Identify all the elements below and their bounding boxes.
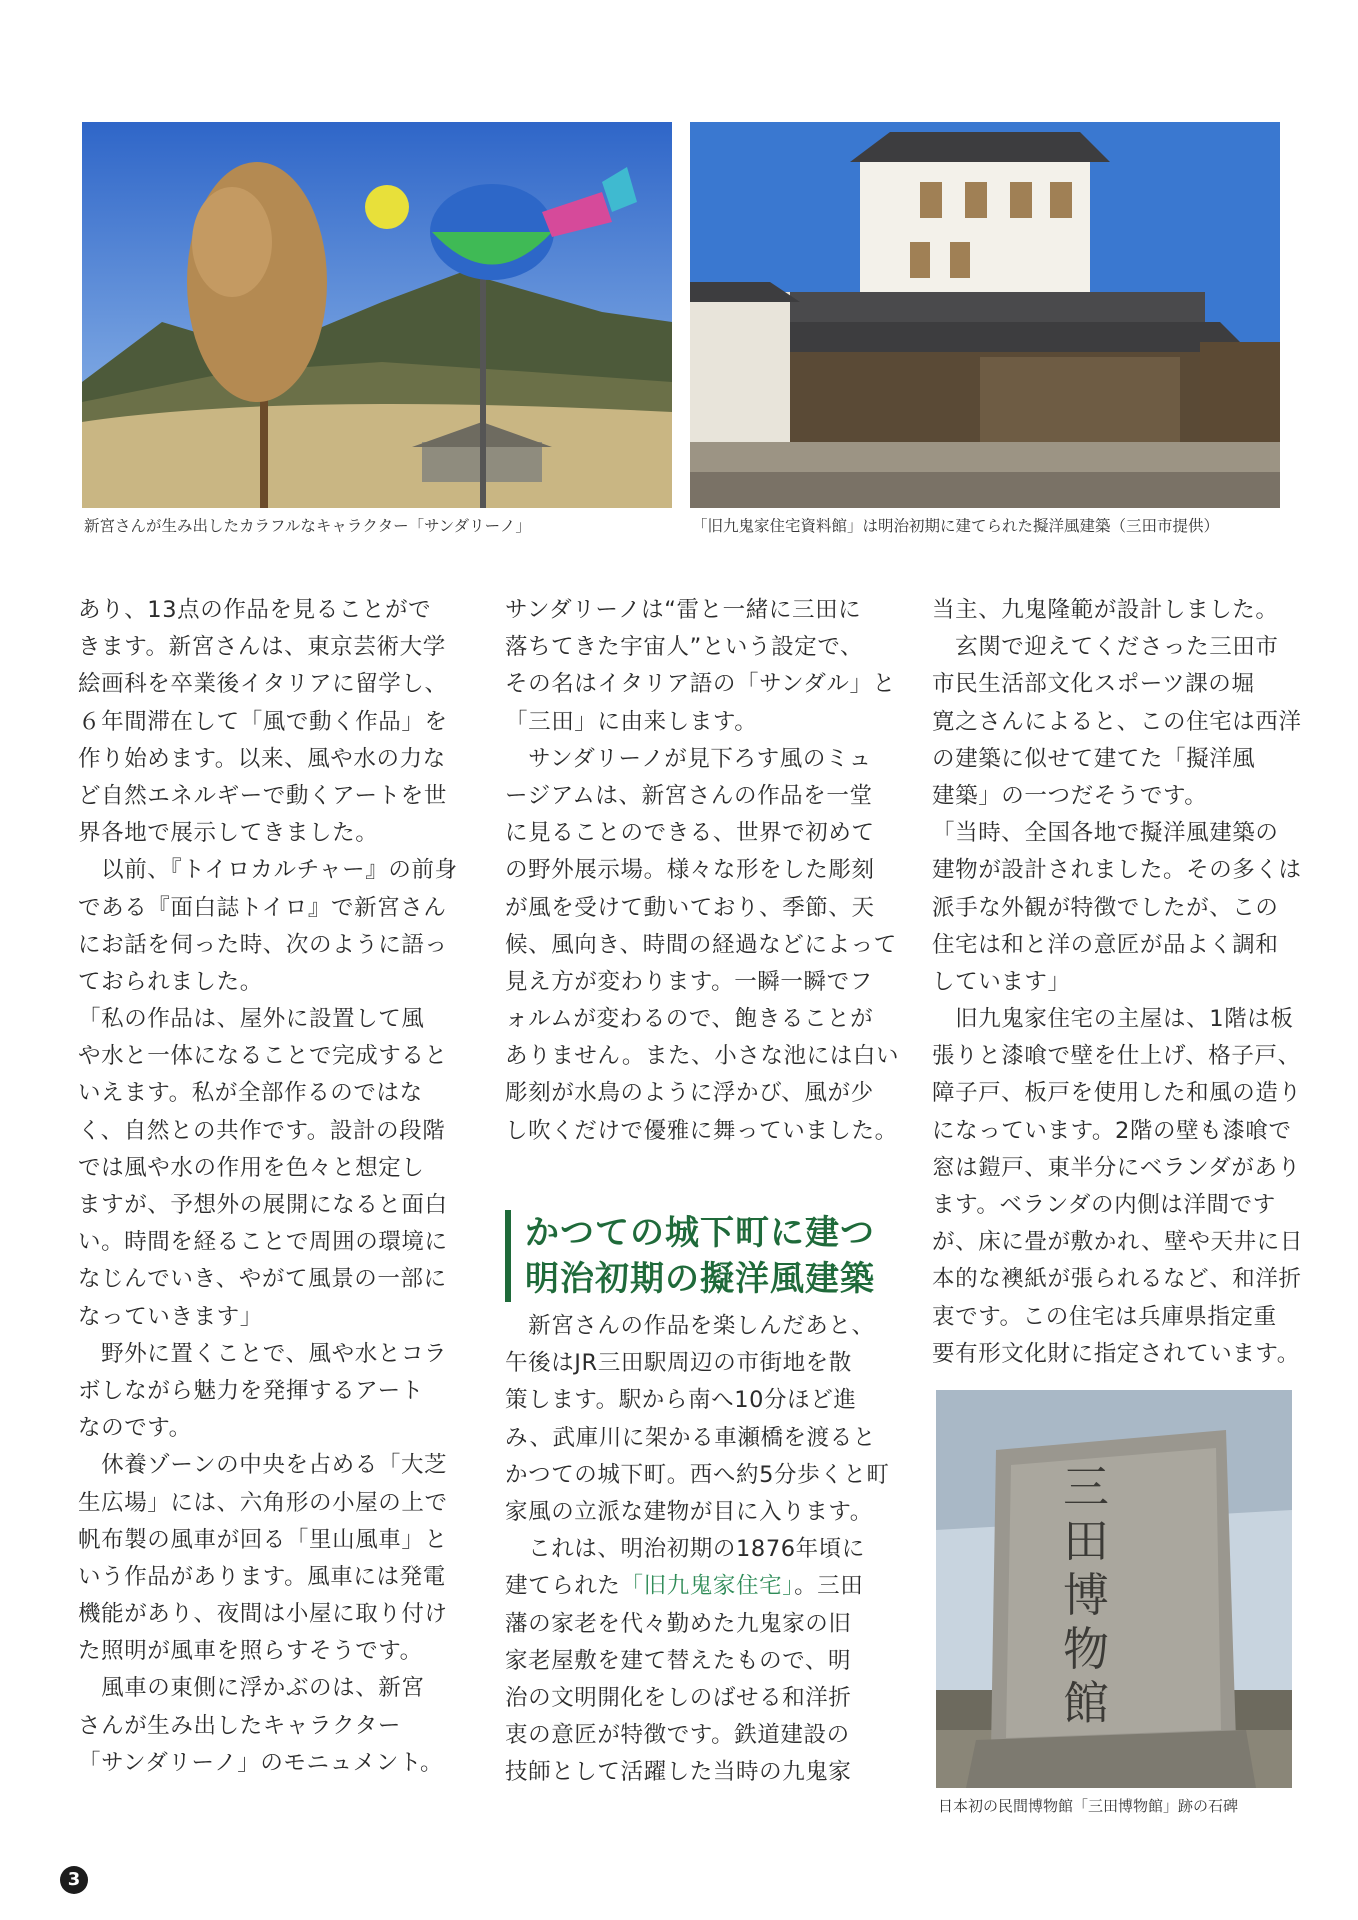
text-line: 機能があり、夜間は小屋に取り付け — [78, 1601, 448, 1628]
text-line: 本的な襖紙が張られるなど、和洋折 — [932, 1266, 1302, 1293]
stone-monument-photo — [936, 1390, 1292, 1788]
text-line: が風を受けて動いており、季節、天 — [505, 894, 875, 921]
text-line: 藩の家老を代々勤めた九鬼家の旧 — [505, 1610, 852, 1637]
text-line: 作り始めます。以来、風や水の力な — [78, 745, 446, 772]
text-line: 張りと漆喰で壁を仕上げ、格子戸、 — [932, 1043, 1301, 1070]
text-line: になっています。2階の壁も漆喰で — [932, 1117, 1292, 1144]
text-line: ォルムが変わるので、飽きることが — [505, 1006, 874, 1033]
text-column-1 — [78, 592, 456, 1782]
text-line: なじんでいき、やがて風景の一部に — [78, 1266, 447, 1293]
text-line: 「当時、全国各地で擬洋風建築の — [932, 820, 1279, 847]
text-line: 旧九鬼家住宅の主屋は、1階は板 — [932, 1006, 1294, 1033]
text-line: 住宅は和と洋の意匠が品よく調和 — [932, 931, 1279, 958]
kuki-house-photo — [690, 122, 1280, 508]
text-line: ージアムは、新宮さんの作品を一堂 — [505, 782, 873, 809]
text-line: に見ることのできる、世界で初めて — [505, 820, 875, 847]
text-line: 家風の立派な建物が目に入ります。 — [505, 1498, 873, 1525]
text-line: の建築に似せて建てた「擬洋風 — [932, 745, 1256, 772]
text-line: いう作品があります。風車には発電 — [78, 1563, 446, 1590]
text-line: 彫刻が水鳥のように浮かび、風が少 — [505, 1080, 874, 1107]
text-line: し吹くだけで優雅に舞っていました。 — [505, 1117, 898, 1144]
text-line: 新宮さんの作品を楽しんだあと、 — [505, 1313, 875, 1339]
text-line: 界各地で展示してきました。 — [78, 820, 379, 847]
text-line: ボしながら魅力を発揮するアート — [78, 1377, 424, 1404]
text-line: ますが、予想外の展開になると面白 — [78, 1192, 448, 1218]
text-line: 候、風向き、時間の経過などによって — [505, 931, 897, 958]
text-column-2-bottom — [505, 1308, 890, 1791]
text-line: きます。新宮さんは、東京芸術大学 — [78, 634, 446, 661]
text-line: い。時間を経ることで周囲の環境に — [78, 1229, 448, 1256]
text-line: 生広場」には、六角形の小屋の上で — [78, 1489, 448, 1516]
text-line: なのです。 — [78, 1415, 192, 1442]
highlight-line — [505, 1568, 883, 1605]
text-line: なっていきます」 — [78, 1303, 263, 1330]
text-line: 家老屋敷を建て替えたもので、明 — [505, 1647, 852, 1674]
text-line: 午後はJR三田駅周辺の市街地を散 — [505, 1350, 852, 1377]
text-column-3 — [932, 592, 1310, 1373]
text-line: 「私の作品は、屋外に設置して風 — [78, 1006, 425, 1033]
text-line: や水と一体になることで完成すると — [78, 1043, 448, 1070]
text-line: 障子戸、板戸を使用した和風の造り — [932, 1080, 1302, 1107]
text-line: 要有形文化財に指定されています。 — [932, 1340, 1300, 1367]
text-line: 治の文明開化をしのばせる和洋折 — [505, 1684, 852, 1711]
photo2-caption: 「旧九鬼家住宅資料館」は明治初期に建てられた擬洋風建築（三田市提供） — [692, 517, 1220, 535]
text-line: その名はイタリア語の「サンダル」と — [505, 671, 896, 698]
column2-end-lines — [505, 1606, 883, 1792]
text-line: 衷の意匠が特徴です。鉄道建設の — [505, 1722, 850, 1749]
text-line: である『面白誌トイロ』で新宮さん — [78, 894, 447, 921]
text-line: 風車の東側に浮かぶのは、新宮 — [78, 1675, 425, 1702]
heading-line-2: 明治初期の擬洋風建築 — [525, 1259, 875, 1299]
text-line: た照明が風車を照らすそうです。 — [78, 1638, 423, 1665]
text-line: 「三田」に由来します。 — [505, 708, 758, 735]
text-line: にお話を伺った時、次のように語っ — [78, 931, 448, 958]
text-line: の野外展示場。様々な形をした彫刻 — [505, 857, 875, 884]
column3-lines — [932, 592, 1310, 1373]
text-line: 市民生活部文化スポーツ課の堀 — [932, 671, 1255, 698]
text-line: あり、13点の作品を見ることがで — [78, 597, 432, 623]
column2-bottom-lines — [505, 1308, 890, 1568]
photo1-caption: 新宮さんが生み出したカラフルなキャラクター「サンダリーノ」 — [84, 517, 531, 535]
text-line: 玄関で迎えてくださった三田市 — [932, 634, 1279, 661]
sandarino-photo — [82, 122, 672, 508]
text-line: ど自然エネルギーで動くアートを世 — [78, 782, 447, 809]
text-line: サンダリーノは“雷と一緒に三田に — [505, 597, 862, 623]
text-line: 以前、『トイロカルチャー』の前身 — [78, 857, 458, 884]
text-line: では風や水の作用を色々と想定し — [78, 1154, 425, 1181]
text-line: ありません。また、小さな池には白い — [505, 1043, 900, 1070]
text-line: 技師として活躍した当時の九鬼家 — [505, 1759, 852, 1786]
text-line: ６年間滞在して「風で動く作品」を — [78, 708, 448, 735]
column1-lines — [78, 592, 456, 1782]
text-line: 帆布製の風車が回る「里山風車」と — [78, 1526, 448, 1553]
text-line: これは、明治初期の1876年頃に — [505, 1536, 865, 1563]
stone-inscription: 三田博物館 — [1063, 1460, 1109, 1730]
text-line: 建物が設計されました。その多くは — [932, 857, 1302, 884]
heading-line-1: かつての城下町に建つ — [525, 1213, 875, 1253]
text-line: く、自然との共作です。設計の段階 — [78, 1117, 446, 1144]
text-line: 落ちてきた宇宙人”という設定で、 — [505, 634, 864, 661]
page-number: 3 — [60, 1866, 88, 1894]
kuki-house-name: 「旧九鬼家住宅」 — [620, 1573, 795, 1600]
highlight-suffix: 。三田 — [794, 1573, 864, 1600]
text-line: 休養ゾーンの中央を占める「大芝 — [78, 1452, 448, 1479]
text-line: 衷です。この住宅は兵庫県指定重 — [932, 1303, 1277, 1330]
column2-top-lines — [505, 592, 900, 1150]
text-line: 建築」の一つだそうです。 — [932, 782, 1208, 809]
text-line: 絵画科を卒業後イタリアに留学し、 — [78, 671, 448, 698]
text-line: み、武庫川に架かる車瀬橋を渡ると — [505, 1424, 876, 1451]
text-line: 当主、九鬼隆範が設計しました。 — [932, 597, 1279, 623]
text-line: さんが生み出したキャラクター — [78, 1712, 401, 1739]
highlight-prefix: 建てられた — [505, 1573, 621, 1600]
text-line: 見え方が変わります。一瞬一瞬でフ — [505, 968, 873, 995]
text-line: サンダリーノが見下ろす風のミュ — [505, 745, 872, 772]
photo3-caption: 日本初の民間博物館「三田博物館」跡の石碑 — [938, 1797, 1239, 1815]
text-line: 派手な外観が特徴でしたが、この — [932, 894, 1279, 921]
text-line: かつての城下町。西へ約5分歩くと町 — [505, 1461, 890, 1488]
text-line: 窓は鎧戸、東半分にベランダがあり — [932, 1154, 1301, 1181]
text-line: が、床に畳が敷かれ、壁や天井に日 — [932, 1229, 1303, 1256]
text-line: ます。ベランダの内側は洋間です — [932, 1192, 1276, 1218]
text-line: しています」 — [932, 968, 1071, 995]
text-line: 野外に置くことで、風や水とコラ — [78, 1340, 448, 1367]
section-heading — [505, 1210, 885, 1302]
text-column-2-top — [505, 592, 900, 1150]
text-line: ておられました。 — [78, 968, 263, 995]
text-line: いえます。私が全部作るのではな — [78, 1080, 423, 1107]
text-line: 「サンダリーノ」のモニュメント。 — [78, 1749, 444, 1776]
text-line: 策します。駅から南へ10分ほど進 — [505, 1387, 857, 1414]
text-line: 寛之さんによると、この住宅は西洋 — [932, 708, 1302, 735]
